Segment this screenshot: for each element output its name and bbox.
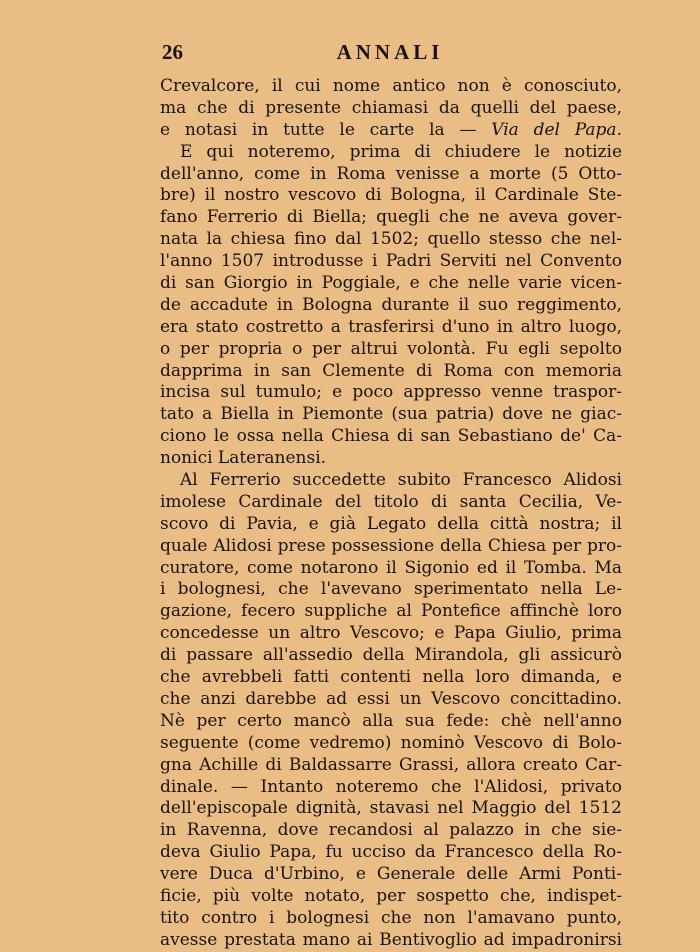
emphasized-phrase: Via del Papa. xyxy=(491,119,622,140)
text-line: seguente (come vedremo) nominò Vescovo di Bolo- xyxy=(160,732,622,753)
text-line: concedesse un altro Vescovo; e Papa Giulio, prima xyxy=(160,623,622,644)
text-line: che avrebbeli fatti contenti nella loro dimanda, e xyxy=(160,667,622,688)
text-line: de accadute in Bologna durante il suo reggimento, xyxy=(160,294,622,315)
page-number: 26 xyxy=(162,40,183,64)
text-line: Crevalcore, il cui nome antico non è conosciuto, xyxy=(160,76,622,96)
text-line: fano Ferrerio di Biella; quegli che ne aveva gover- xyxy=(160,207,622,228)
text-line: bre) il nostro vescovo di Bologna, il Cardinale Ste- xyxy=(160,185,622,206)
text-line: Nè per certo mancò alla sua fede: chè nell'anno xyxy=(160,710,622,731)
text-line: ma che di presente chiamasi da quelli del paese, xyxy=(160,97,622,118)
text-line: deva Giulio Papa, fu ucciso da Francesco della Ro- xyxy=(160,842,622,863)
text-line: o per propria o per altrui volontà. Fu egli sepolto xyxy=(160,338,622,359)
text-line: tito contro i bolognesi che non l'amavano punto, xyxy=(160,907,622,928)
text-line: i bolognesi, che l'avevano sperimentato nella Le- xyxy=(160,579,622,600)
text-line: dinale. — Intanto noteremo che l'Alidosi, privato xyxy=(160,776,622,797)
text-line: vere Duca d'Urbino, e Generale delle Armi Ponti- xyxy=(160,864,622,885)
body-text xyxy=(160,76,622,952)
text-line: tato a Biella in Piemonte (sua patria) dove ne giac- xyxy=(160,404,622,425)
running-head xyxy=(160,40,620,66)
text-line: dell'episcopale dignità, stavasi nel Maggio del 1512 xyxy=(160,798,622,819)
text-line: gazione, fecero suppliche al Pontefice affinchè loro xyxy=(160,601,622,622)
text-line: ficie, più volte notato, per sospetto che, indispet- xyxy=(160,885,622,906)
text-line: scovo di Pavia, e già Legato della città nostra; il xyxy=(160,513,622,534)
text-line: di passare all'assedio della Mirandola, gli assicurò xyxy=(160,645,622,666)
text-line: l'anno 1507 introdusse i Padri Serviti nel Convento xyxy=(160,251,622,272)
paragraph-start-line: Al Ferrerio succedette subito Francesco Alidosi xyxy=(180,470,622,491)
text-line-start: e notasi in tutte le carte la — xyxy=(160,119,492,140)
text-line: incisa sul tumulo; e poco appresso venne traspor- xyxy=(160,382,622,403)
text-line: imolese Cardinale del titolo di santa Cecilia, Ve- xyxy=(160,491,622,512)
text-line: dell'anno, come in Roma venisse a morte (5 Otto- xyxy=(160,163,622,184)
text-line: nata la chiesa fino dal 1502; quello stesso che nel- xyxy=(160,229,622,250)
text-line: avesse prestata mano ai Bentivoglio ad impadronirsi xyxy=(160,929,622,950)
text-line: che anzi darebbe ad essi un Vescovo concittadino. xyxy=(160,688,622,709)
text-line: era stato costretto a trasferirsi d'uno in altro luogo, xyxy=(160,316,622,337)
running-title: ANNALI xyxy=(336,40,444,64)
text-line: dapprima in san Clemente di Roma con memoria xyxy=(160,360,622,381)
text-line: gna Achille di Baldassarre Grassi, allora creato Car- xyxy=(160,754,622,775)
text-line: di san Giorgio in Poggiale, e che nelle varie vicen- xyxy=(160,273,622,294)
text-line: curatore, come notarono il Sigonio ed il Tomba. Ma xyxy=(160,557,622,578)
text-line xyxy=(160,120,622,142)
text-line: quale Alidosi prese possessione della Chiesa per pro- xyxy=(160,535,622,556)
text-line: in Ravenna, dove recandosi al palazzo in che sie- xyxy=(160,820,622,841)
paragraph-end-line: nonici Lateranensi. xyxy=(160,448,327,469)
text-line: ciono le ossa nella Chiesa di san Sebastiano de' Ca- xyxy=(160,426,622,447)
paragraph-start-line: E qui noteremo, prima di chiudere le notizie xyxy=(180,141,622,162)
